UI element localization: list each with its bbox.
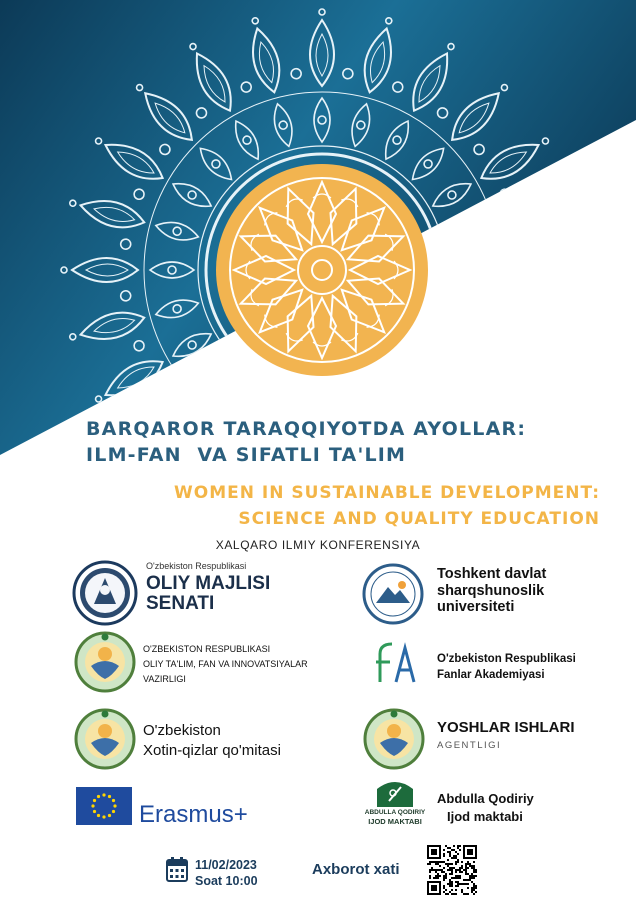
qodiriy-logo-line1: ABDULLA QODIRIY [364,809,426,816]
youth-line2: AGENTLIGI [437,740,502,751]
qr-code[interactable] [427,845,477,895]
wc-line1: O'zbekiston [143,722,221,739]
youth-line1: YOSHLAR ISHLARI [437,719,575,736]
tsuos-name [437,566,546,616]
ministry-line2: OLIY TA'LIM, FAN VA INNOVATSIYALAR [143,659,308,669]
tsuos-line2: sharqshunoslik [437,582,545,599]
senate-name [146,574,270,614]
tsuos-line3: universiteti [437,599,515,615]
title-en-line1: WOMEN IN SUSTAINABLE DEVELOPMENT: [174,483,600,503]
qodiriy-line2: Ijod maktabi [447,809,523,824]
tsuos-line1: Toshkent davlat [437,566,547,582]
ministry-name [143,642,308,687]
academy-line2: Fanlar Akademiyasi [437,669,545,681]
title-en-line2: SCIENCE AND QUALITY EDUCATION [238,509,600,529]
title-english [174,480,600,532]
senate-line2: SENATI [146,593,215,614]
wc-line2: Xotin-qizlar qo'mitasi [143,742,281,759]
uzbekistan-emblem-2-icon [74,707,136,771]
qodiriy-logo-icon [371,779,419,807]
uzbekistan-emblem-icon [74,630,136,694]
title-uz-line2: ILM-FAN VA SIFATLI TA'LIM [86,444,407,466]
academy-name [437,651,576,683]
event-time: Soat 10:00 [195,874,258,888]
qodiriy-logo-text [356,808,434,826]
qodiriy-line1: Abdulla Qodiriy [437,791,534,806]
conference-type: XALQARO ILMIY KONFERENSIYA [215,538,421,552]
info-letter-label: Axborot xati [312,861,400,878]
academy-line1: O'zbekiston Respublikasi [437,653,576,665]
academy-logo-icon [372,640,418,686]
womens-committee-name [143,721,281,761]
qodiriy-name [437,790,534,826]
qodiriy-logo-line2: IJOD MAKTABI [368,817,422,826]
senate-emblem-icon [72,560,138,626]
gold-medallion [216,164,428,376]
title-uz-line1: BARQAROR TARAQQIYOTDA AYOLLAR: [86,418,527,440]
senate-small: O'zbekiston Respublikasi [146,561,247,571]
ministry-line1: O'ZBEKISTON RESPUBLIKASI [143,644,271,654]
eu-flag-icon [76,787,132,825]
tsuos-logo-icon [362,563,424,625]
event-datetime [195,857,258,889]
senate-line1: OLIY MAJLISI [146,573,271,594]
title-uzbek [86,416,526,468]
calendar-icon [166,856,188,882]
uzbekistan-emblem-3-icon [363,707,425,771]
erasmus-label: Erasmus+ [139,801,248,828]
ministry-line3: VAZIRLIGI [143,674,186,684]
event-date: 11/02/2023 [195,858,257,872]
